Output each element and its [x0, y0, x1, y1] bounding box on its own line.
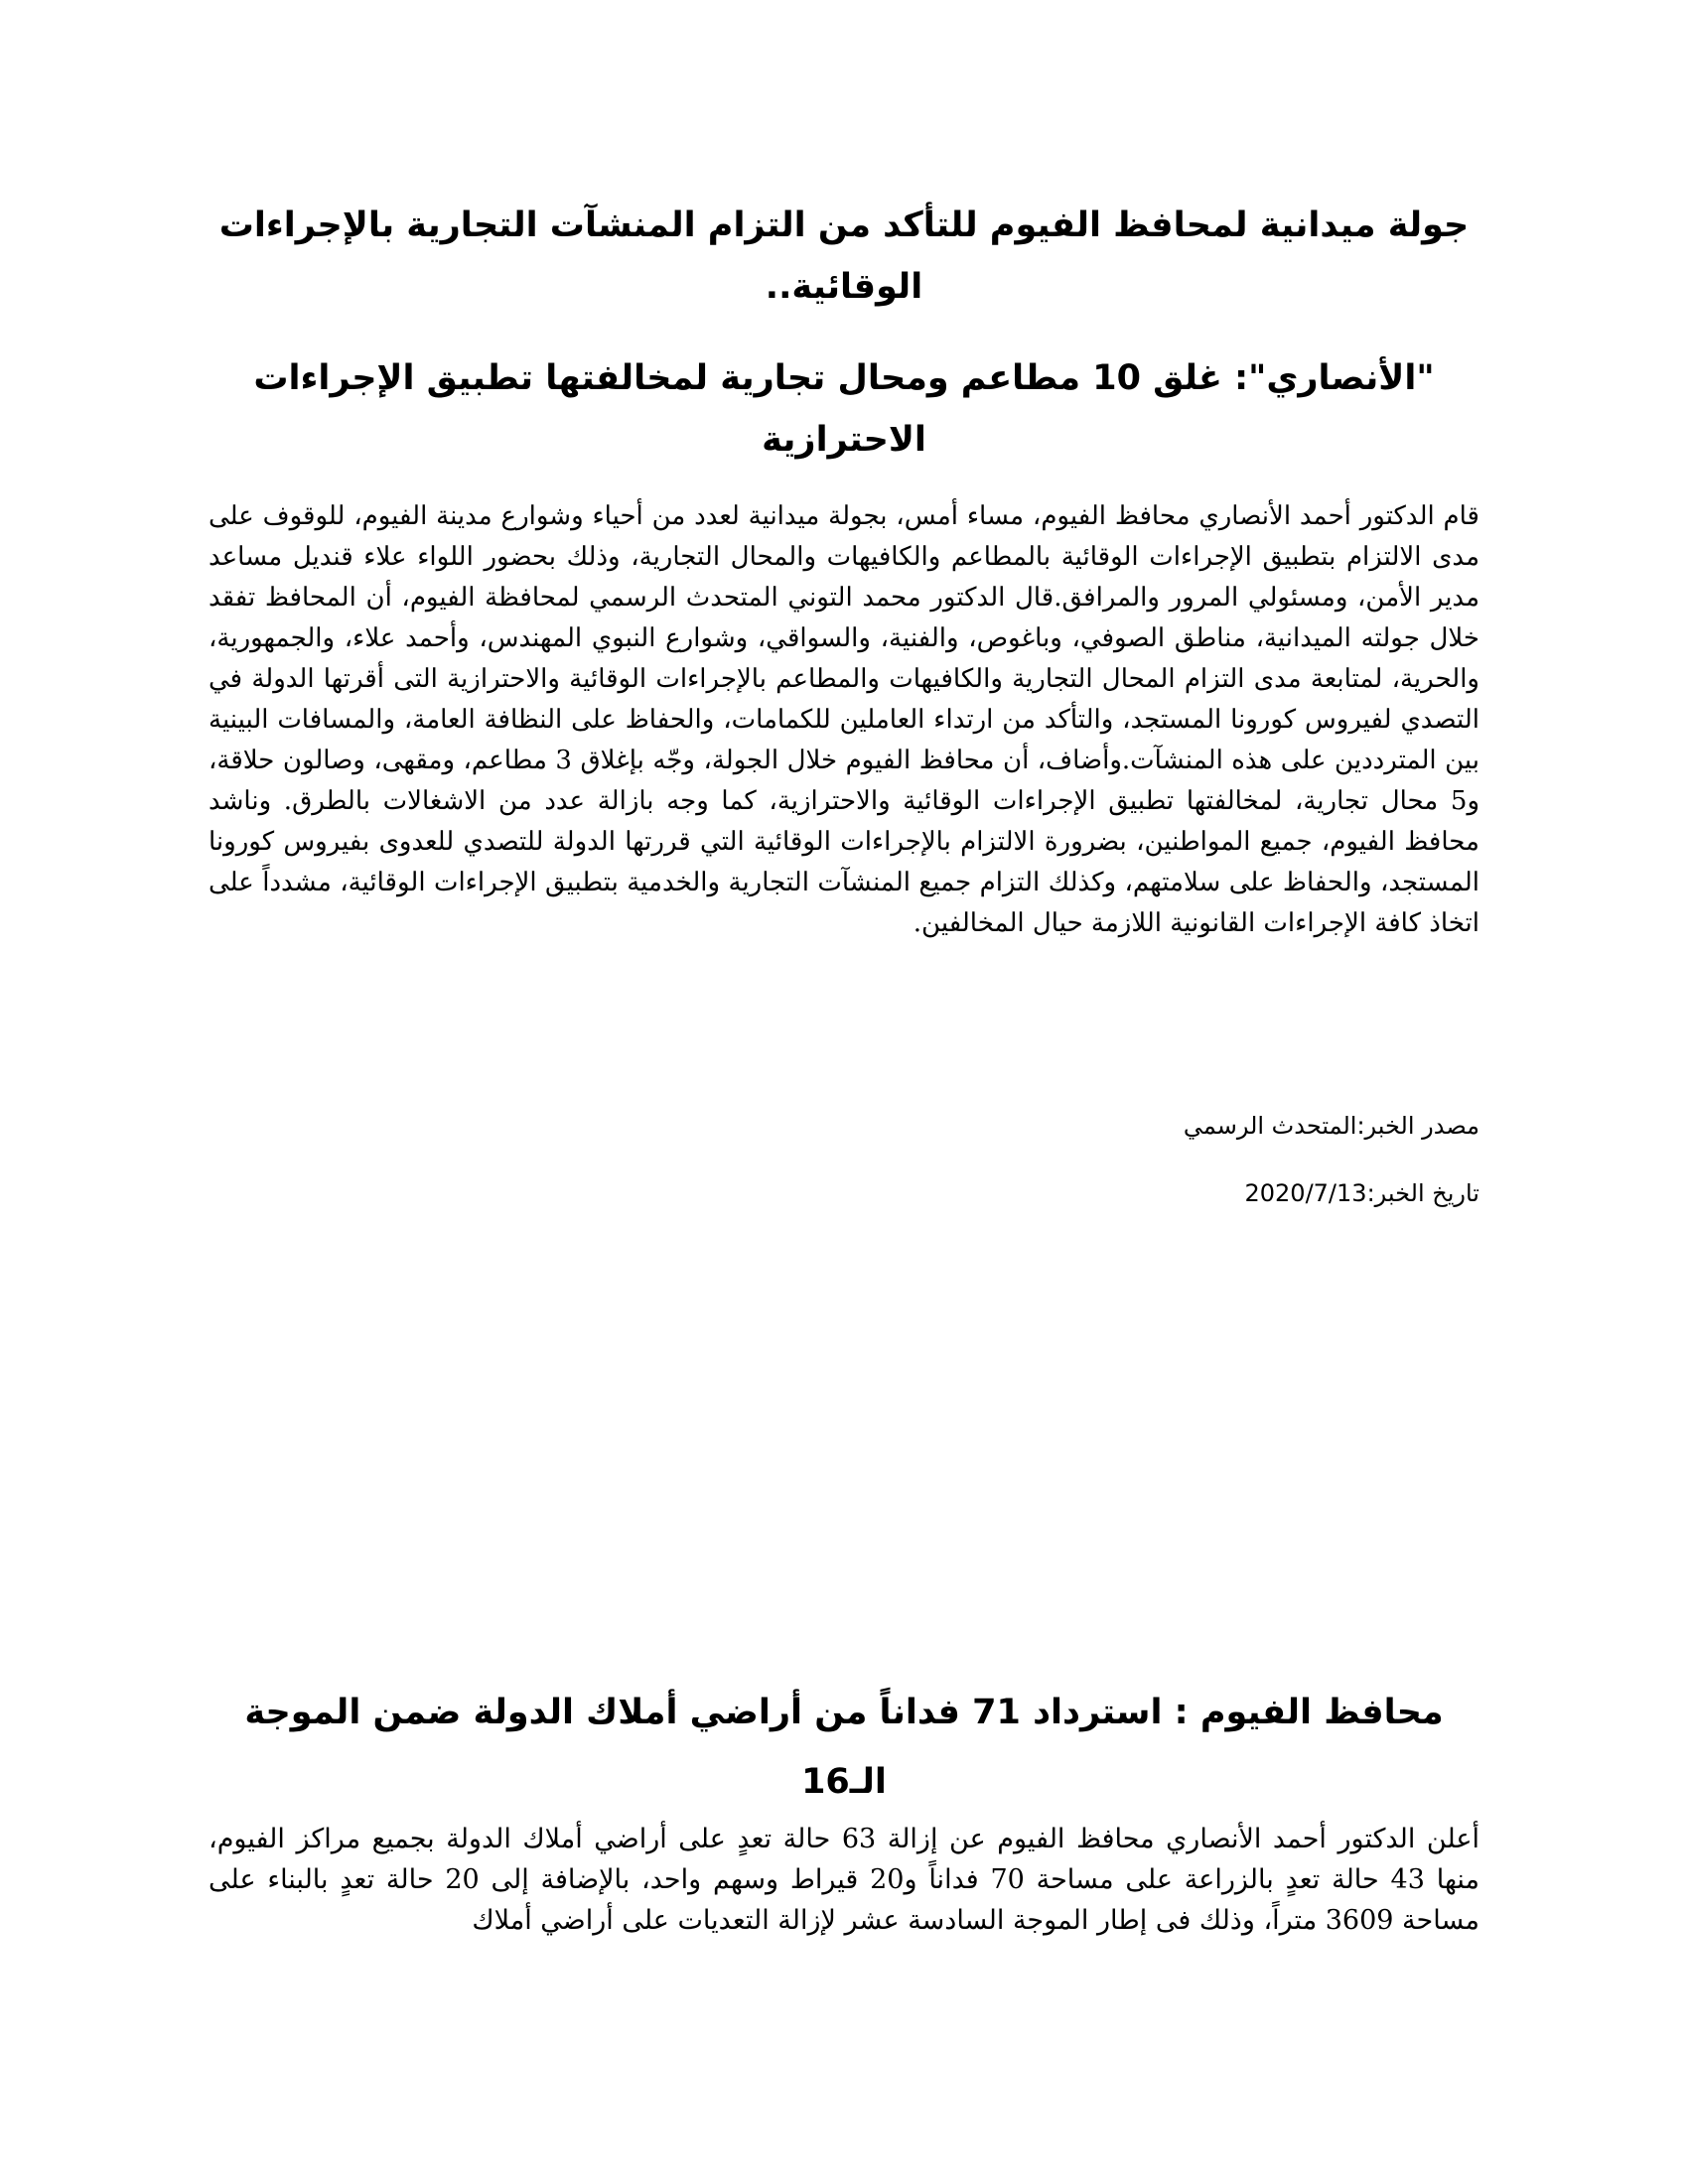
article2-body: أعلن الدكتور أحمد الأنصاري محافظ الفيوم عن إزالة 63 حالة تعدٍ على أراضي أملاك الدولة بجميع مراكز الفيوم، منها 43 حالة تعدٍ بالزراعة على مساحة 70 فداناً و20 قيراط وسهم واحد، بالإضافة إلى 20 حالة تعدٍ بالبناء على مساحة 3609 متراً، وذلك فى إطار الموجة السادسة عشر لإزالة التعديات على أراضي أملاك: [209, 1824, 1480, 1936]
article1-title-line2: "الأنصاري": غلق 10 مطاعم ومحال تجارية لمخالفتها تطبيق الإجراءات الاحترازية: [253, 358, 1435, 460]
article1-body: قام الدكتور أحمد الأنصاري محافظ الفيوم، مساء أمس، بجولة ميدانية لعدد من أحياء وشوارع مدينة الفيوم، للوقوف على مدى الالتزام بتطبيق الإجراءات الوقائية بالمطاعم والكافيهات والمحال التجارية، وذلك بحضور اللواء علاء قنديل مساعد مدير الأمن، ومسئولي المرور والمرافق.قال الدكتور محمد التوني المتحدث الرسمي لمحافظة الفيوم، أن المحافظ تفقد خلال جولته الميدانية، مناطق الصوفي، وباغوص، والفنية، والسواقي، وشوارع النبوي المهندس، وأحمد علاء، والجمهورية، والحرية، لمتابعة مدى التزام المحال التجارية والكافيهات والمطاعم بالإجراءات الوقائية والاحترازية التى أقرتها الدولة في التصدي لفيروس كورونا المستجد، والتأكد من ارتداء العاملين للكمامات، والحفاظ على النظافة العامة، والمسافات البينية بين المترددين على هذه المنشآت.وأضاف، أن محافظ الفيوم خلال الجولة، وجّه بإغلاق 3 مطاعم، ومقهى، وصالون حلاقة، و5 محال تجارية، لمخالفتها تطبيق الإجراءات الوقائية والاحترازية، كما وجه بازالة عدد من الاشغالات بالطرق. وناشد محافظ الفيوم، جميع المواطنين، بضرورة الالتزام بالإجراءات الوقائية التي قررتها الدولة للتصدي للعدوى بفيروس كورونا المستجد، والحفاظ على سلامتهم، وكذلك التزام جميع المنشآت التجارية والخدمية بتطبيق الإجراءات الوقائية، مشدداً على اتخاذ كافة الإجراءات القانونية اللازمة حيال المخالفين.: [209, 501, 1479, 938]
article1-date: تاريخ الخبر:2020/7/13: [1244, 1179, 1479, 1207]
article2-title: محافظ الفيوم : استرداد 71 فداناً من أراضي أملاك الدولة ضمن الموجة الـ16: [244, 1693, 1444, 1802]
article1-title-line1: جولة ميدانية لمحافظ الفيوم للتأكد من التزام المنشآت التجارية بالإجراءات الوقائية..: [218, 205, 1470, 307]
article1-source: مصدر الخبر:المتحدث الرسمي: [1183, 1112, 1479, 1140]
